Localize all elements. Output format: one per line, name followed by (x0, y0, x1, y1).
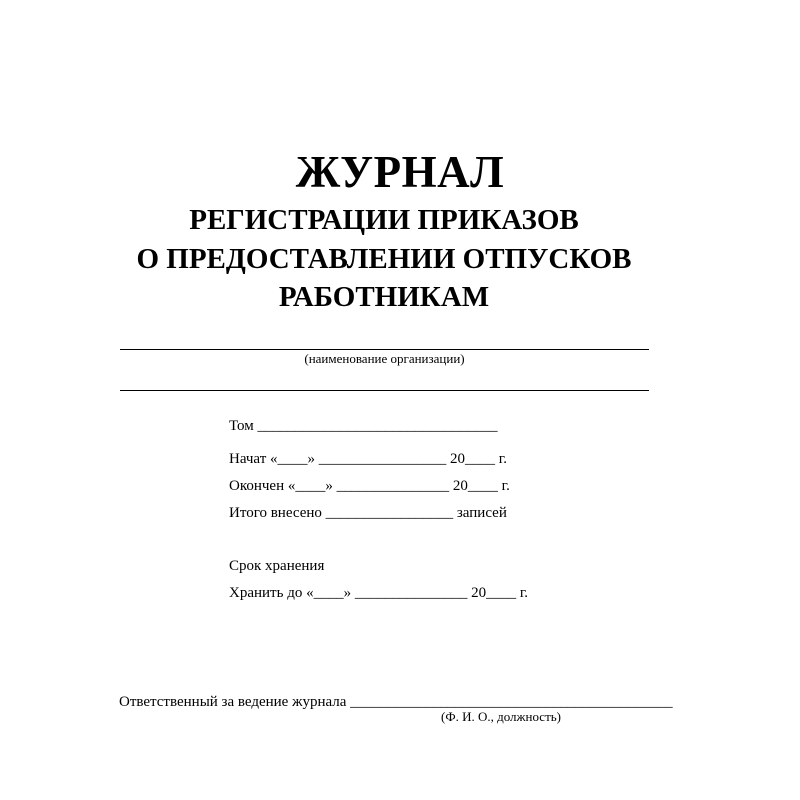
document-subtitle-line-3: РАБОТНИКАМ (278, 281, 490, 313)
responsible-person-field: Ответственный за ведение журнала ___________________________________________ (119, 694, 673, 710)
document-title: ЖУРНАЛ (295, 147, 505, 197)
finished-date-field: Окончен «____» _______________ 20____ г. (229, 478, 510, 494)
started-date-field: Начат «____» _________________ 20____ г. (229, 451, 507, 467)
retention-period-label: Срок хранения (229, 558, 325, 574)
organization-name-caption: (наименование организации) (304, 351, 465, 366)
organization-name-line-2 (120, 390, 649, 391)
responsible-person-caption: (Ф. И. О., должность) (440, 709, 562, 724)
document-subtitle-line-1: РЕГИСТРАЦИИ ПРИКАЗОВ (189, 204, 579, 236)
total-entries-field: Итого внесено _________________ записей (229, 505, 507, 521)
keep-until-field: Хранить до «____» _______________ 20____ г. (229, 585, 529, 601)
volume-field: Том ________________________________ (229, 418, 498, 434)
document-subtitle-line-2: О ПРЕДОСТАВЛЕНИИ ОТПУСКОВ (136, 243, 632, 275)
